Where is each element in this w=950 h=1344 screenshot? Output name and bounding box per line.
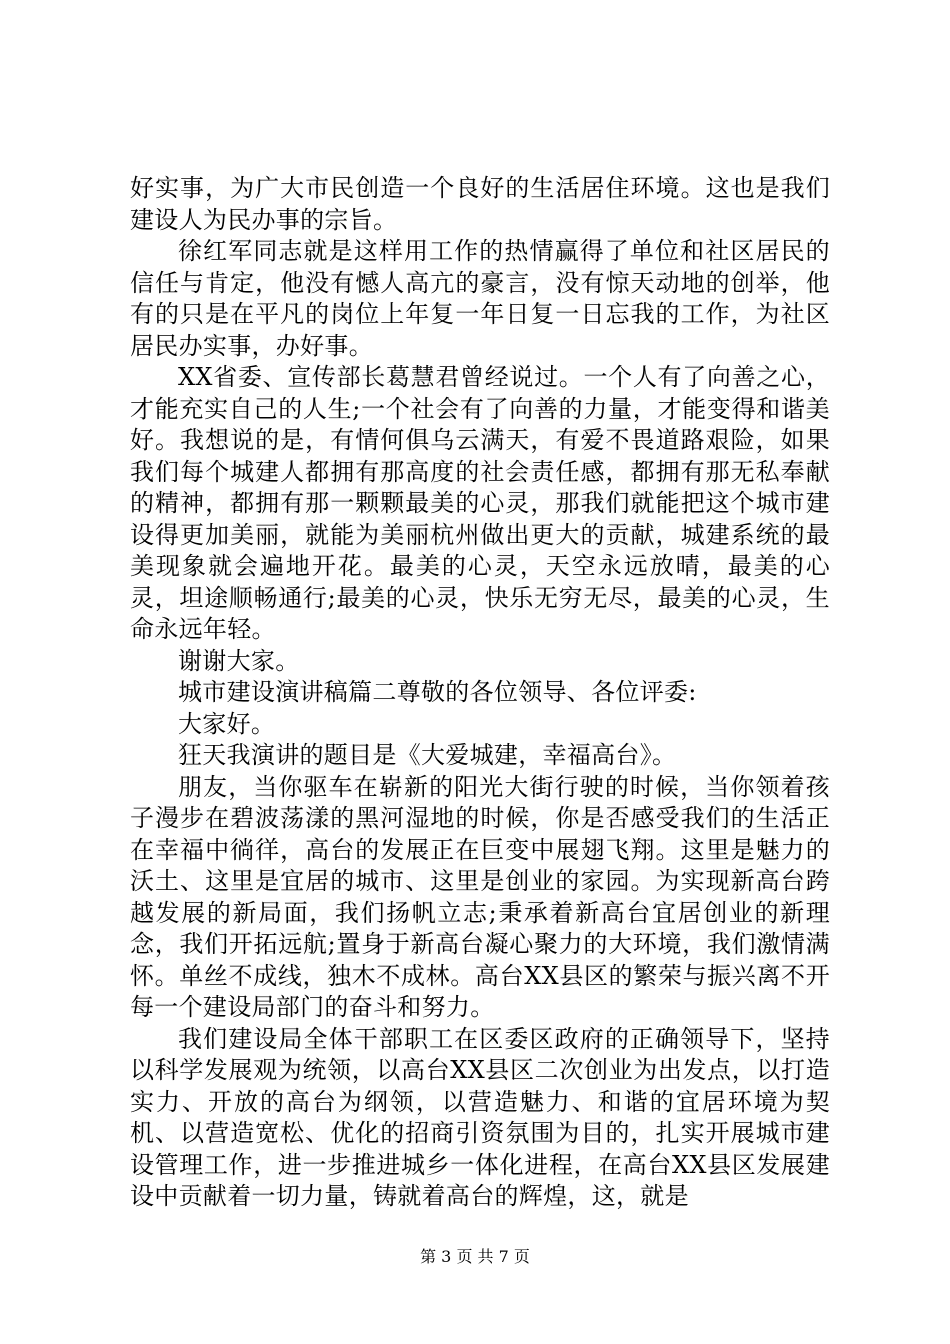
paragraph-8: 朋友，当你驱车在崭新的阳光大街行驶的时候，当你领着孩子漫步在碧波荡漾的黑河湿地的时候，你是否感受我们的生活正在幸福中徜徉，高台的发展正在巨变中展翅飞翔。这里是魅力的沃土、这里是宜居的城市、这里是创业的家园。为实现新高台跨越发展的新局面，我们扬帆立志;秉承着新高台宜居创业的新理念，我们开拓远航;置身于新高台凝心聚力的大环境，我们激情满怀。单丝不成线，独木不成林。高台XX县区的繁荣与振兴离不开每一个建设局部门的奋斗和努力。 [130,772,830,1021]
paragraph-2: 徐红军同志就是这样用工作的热情赢得了单位和社区居民的信任与肯定，他没有憾人高亢的豪言，没有惊天动地的创举，他有的只是在平凡的岗位上年复一年日复一日忘我的工作，为社区居民办实事，办好事。 [130,237,830,360]
paragraph-6: 大家好。 [178,709,276,738]
page-number-footer: 第 3 页 共 7 页 [420,1247,530,1266]
paragraph-4: 谢谢大家。 [178,646,300,675]
paragraph-3: XX省委、宣传部长葛慧君曾经说过。一个人有了向善之心，才能充实自己的人生;一个社会有了向善的力量，才能变得和谐美好。我想说的是，有情何俱乌云满天，有爱不畏道路艰险，如果我们每个城建人都拥有那高度的社会责任感，都拥有那无私奉献的精神，都拥有那一颗颗最美的心灵，那我们就能把这个城市建设得更加美丽，就能为美丽杭州做出更大的贡献，城建系统的最美现象就会遍地开花。最美的心灵，天空永远放晴，最美的心灵，坦途顺畅通行;最美的心灵，快乐无穷无尽，最美的心灵，生命永远年轻。 [130,363,830,643]
paragraph-5: 城市建设演讲稿篇二尊敬的各位领导、各位评委: [178,678,697,706]
paragraph-7: 狂天我演讲的题目是《大爱城建，幸福高台》。 [178,741,677,769]
paragraph-9: 我们建设局全体干部职工在区委区政府的正确领导下，坚持以科学发展观为统领，以高台XX县区二次创业为出发点，以打造实力、开放的高台为纲领，以营造魅力、和谐的宜居环境为契机、以营造宽松、优化的招商引资氛围为目的，扎实开展城市建设管理工作，进一步推进城乡一体化进程，在高台XX县区发展建设中贡献着一切力量，铸就着高台的辉煌，这，就是 [130,1024,830,1210]
paragraph-1: 好实事，为广大市民创造一个良好的生活居住环境。这也是我们建设人为民办事的宗旨。 [130,174,830,234]
document-body [130,173,830,1213]
